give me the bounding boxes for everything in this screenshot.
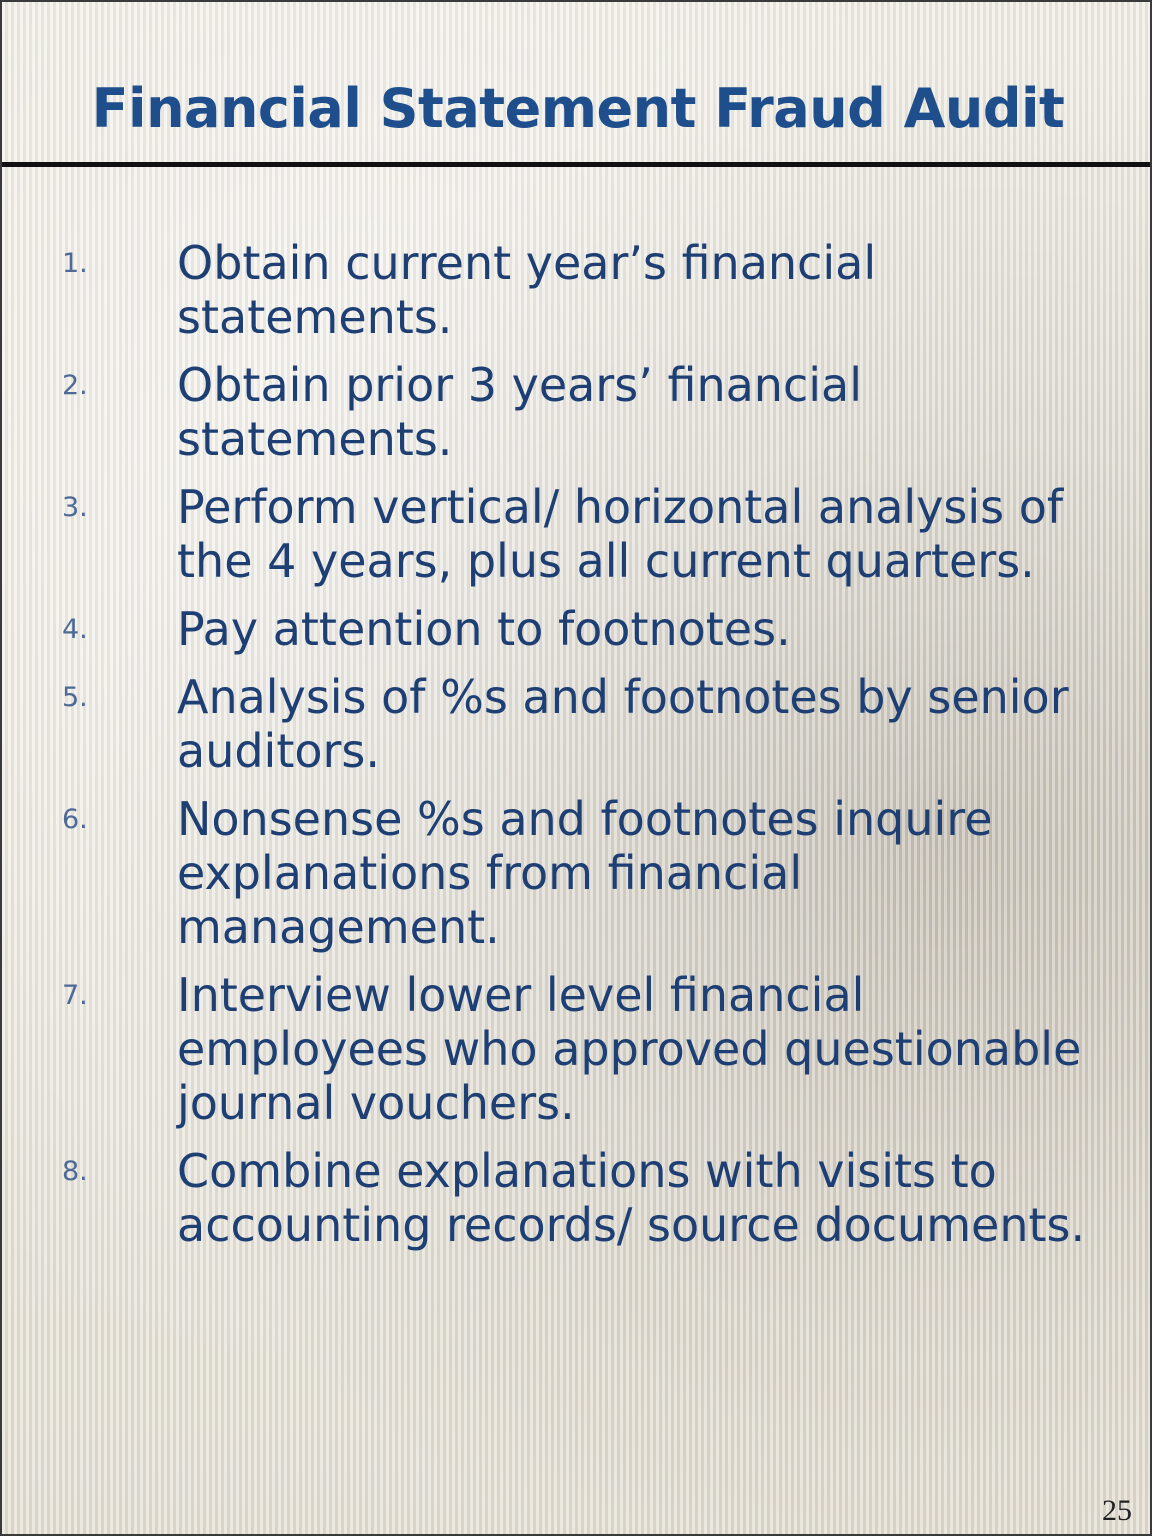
list-item [2, 1144, 1152, 1252]
list-item [2, 358, 1152, 466]
step-text: Obtain current year’s financial statements. [177, 236, 877, 344]
list-item [2, 792, 1152, 954]
list-item [2, 236, 1152, 344]
list-item [2, 480, 1152, 588]
step-number: 6. [62, 804, 88, 835]
audit-steps-list [2, 236, 1152, 1266]
step-number: 3. [62, 492, 88, 523]
step-text: Obtain prior 3 years’ financial statements. [177, 358, 862, 466]
step-text: Nonsense %s and footnotes inquire explanations from financial management. [177, 792, 993, 954]
step-text: Analysis of %s and footnotes by senior auditors. [177, 670, 1069, 778]
step-text: Interview lower level financial employees who approved questionable journal vouchers. [177, 968, 1082, 1130]
step-number: 8. [62, 1156, 88, 1187]
step-number: 5. [62, 682, 88, 713]
list-item [2, 670, 1152, 778]
list-item [2, 968, 1152, 1130]
step-text: Perform vertical/ horizontal analysis of the 4 years, plus all current quarters. [177, 480, 1064, 588]
step-text: Combine explanations with visits to accounting records/ source documents. [177, 1144, 1086, 1252]
step-number: 1. [62, 248, 88, 279]
slide-title: Financial Statement Fraud Audit [91, 77, 1065, 140]
list-item [2, 602, 1152, 656]
step-number: 4. [62, 614, 88, 645]
title-divider [2, 162, 1152, 167]
step-number: 2. [62, 370, 88, 401]
step-number: 7. [62, 980, 88, 1011]
page-number: 25 [1102, 1494, 1132, 1527]
step-text: Pay attention to footnotes. [177, 602, 791, 656]
